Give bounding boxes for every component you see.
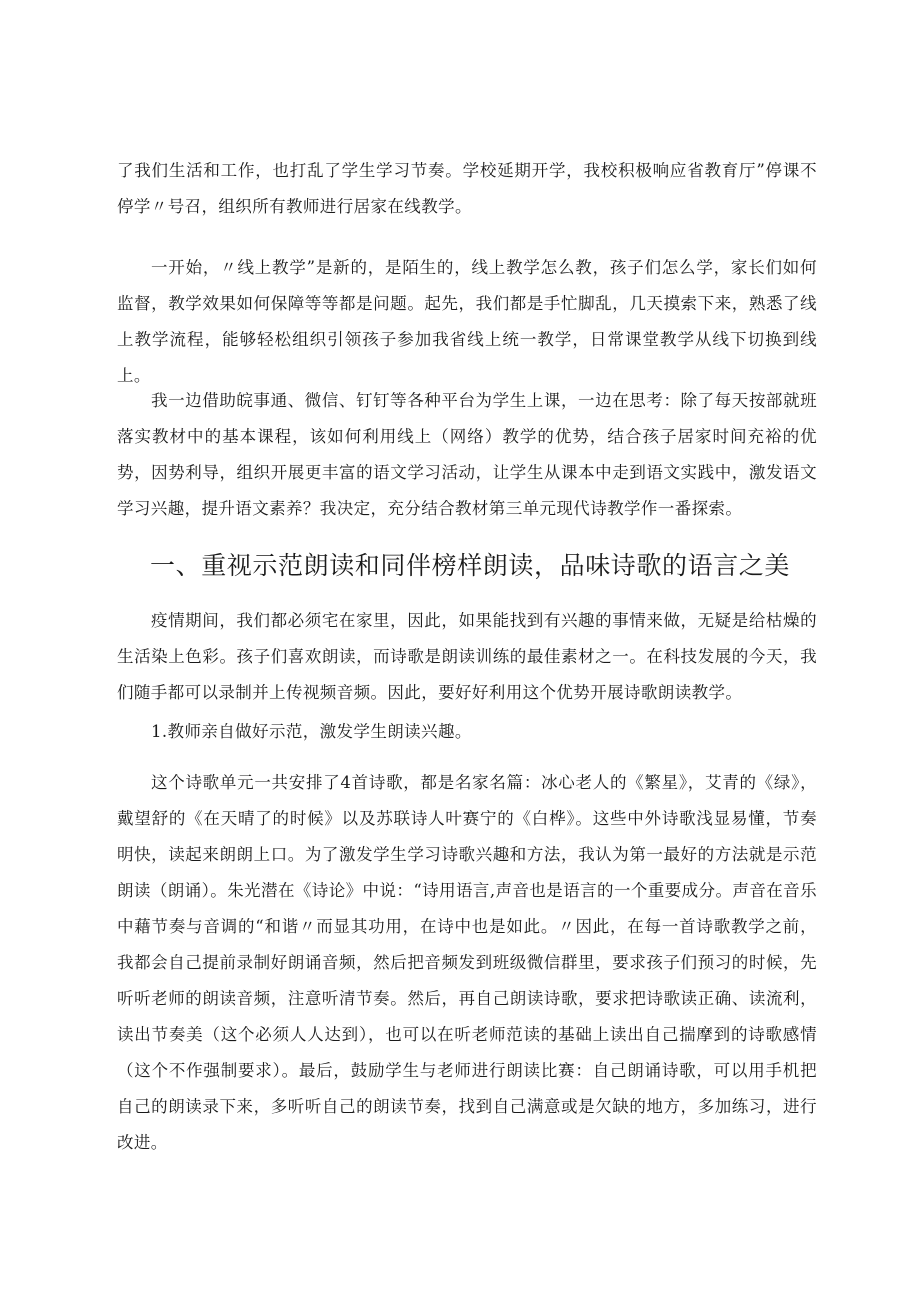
paragraph-poetry-unit: 这个诗歌单元一共安排了4首诗歌，都是名家名篇：冰心老人的《繁星》，艾青的《绿》，戴望舒的《在天晴了的时候》以及苏联诗人叶赛宁的《白桦》。这些中外诗歌浅显易懂，节奏明快，读起来朗朗上口。为了激发学生学习诗歌兴趣和方法，我认为第一最好的方法就是示范朗读（朗诵）。朱光潜在《诗论》中说：“诗用语言,声音也是语言的一个重要成分。声音在音乐中藉节奏与音调的“和谐〃而显其功用，在诗中也是如此。〃因此，在每一首诗歌教学之前，我都会自己提前录制好朗诵音频，然后把音频发到班级微信群里，要求孩子们预习的时候，先听听老师的朗读音频，注意听清节奏。然后，再自己朗读诗歌，要求把诗歌读正确、读流利，读出节奏美（这个必须人人达到），也可以在听老师范读的基础上读出自己揣摩到的诗歌感情（这个不作强制要求）。最后，鼓励学生与老师进行朗读比赛：自己朗诵诗歌，可以用手机把自己的朗读录下来，多听听自己的朗读节奏，找到自己满意或是欠缺的地方，多加练习，进行改进。: [117, 773, 817, 1152]
paragraph-pandemic-reading: 疫情期间，我们都必须宅在家里，因此，如果能找到有兴趣的事情来做，无疑是给枯燥的生活染上色彩。孩子们喜欢朗读，而诗歌是朗读训练的最佳素材之一。在科技发展的今天，我们随手都可以录制并上传视频音频。因此，要好好利用这个优势开展诗歌朗读教学。: [117, 611, 817, 702]
paragraph-online-teaching: 一开始，〃线上教学”是新的，是陌生的，线上教学怎么教，孩子们怎么学，家长们如何监督，教学效果如何保障等等都是问题。起先，我们都是手忙脚乱，几天摸索下来，熟悉了线上教学流程，能够轻松组织引领孩子参加我省线上统一教学，日常课堂教学从线下切换到线上。: [117, 258, 817, 385]
subheading-teacher-demo: 1.教师亲自做好示范，激发学生朗读兴趣。: [151, 722, 472, 741]
paragraph-intro-continuation: 了我们生活和工作，也打乱了学生学习节奏。学校延期开学，我校积极响应省教育厅”停课不停学〃号召，组织所有教师进行居家在线教学。: [117, 161, 817, 216]
section-heading: 一、重视示范朗读和同伴榜样朗读，品味诗歌的语言之美: [150, 551, 791, 580]
paragraph-exploration: 我一边借助皖事通、微信、钉钉等各种平台为学生上课，一边在思考：除了每天按部就班落实教材中的基本课程，该如何利用线上（网络）教学的优势，结合孩子居家时间充裕的优势，因势利导，组织开展更丰富的语文学习活动，让学生从课本中走到语文实践中，激发语文学习兴趣，提升语文素养？我决定，充分结合教材第三单元现代诗教学作一番探索。: [117, 391, 817, 518]
